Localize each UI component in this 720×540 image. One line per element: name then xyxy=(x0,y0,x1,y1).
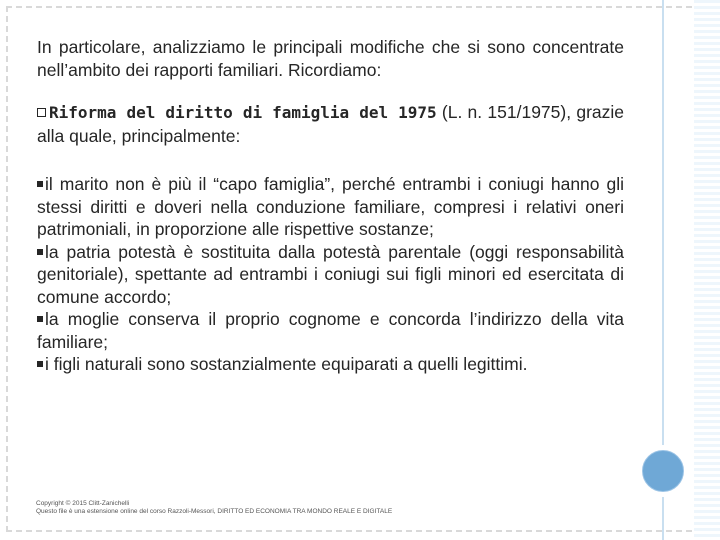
riforma-text: (L. n. 151/1975), grazie alla quale, principalmente: xyxy=(37,102,624,146)
copyright-footer xyxy=(36,500,456,516)
bullet-item-3 xyxy=(37,308,624,353)
square-bullet-icon xyxy=(37,361,43,367)
square-bullet-icon xyxy=(37,249,43,255)
decorative-stripe-band xyxy=(694,0,720,540)
bullet-text: la patria potestà è sostituita dalla potestà parentale (oggi responsabilità genitoriale), spettante ad entrambi i coniugi sui figli minori ed esercitata di comune accordo; xyxy=(37,241,624,307)
footer-course-note: Questo file è una estensione online del corso Razzoli-Messori, DIRITTO ED ECONOMIA TRA MONDO REALE E DIGITALE xyxy=(36,508,393,515)
riforma-paragraph xyxy=(37,101,624,147)
bullet-text: i figli naturali sono sostanzialmente equiparati a quelli legittimi. xyxy=(45,354,528,374)
bullet-text: il marito non è più il “capo famiglia”, perché entrambi i coniugi hanno gli stessi diritti e doveri nella conduzione familiare, compresi i relativi oneri patrimoniali, in proporzione alle rispettive sostanze; xyxy=(37,174,624,239)
bullet-item-2 xyxy=(37,241,624,309)
footer-copyright: Copyright © 2015 Clitt-Zanichelli xyxy=(36,500,130,507)
bullet-item-1 xyxy=(37,173,624,241)
riforma-title: Riforma del diritto di famiglia del 1975 xyxy=(49,103,437,122)
square-bullet-icon xyxy=(37,316,43,322)
bullet-item-4 xyxy=(37,353,624,376)
bullet-text: la moglie conserva il proprio cognome e concorda l’indirizzo della vita familiare; xyxy=(37,309,624,352)
slide-content xyxy=(37,36,624,376)
square-bullet-icon xyxy=(37,181,43,187)
checkbox-bullet-icon xyxy=(37,108,46,117)
intro-paragraph: In particolare, analizziamo le principali modifiche che si sono concentrate nell’ambito dei rapporti familiari. Ricordiamo: xyxy=(37,37,624,80)
decorative-circle xyxy=(642,450,684,492)
